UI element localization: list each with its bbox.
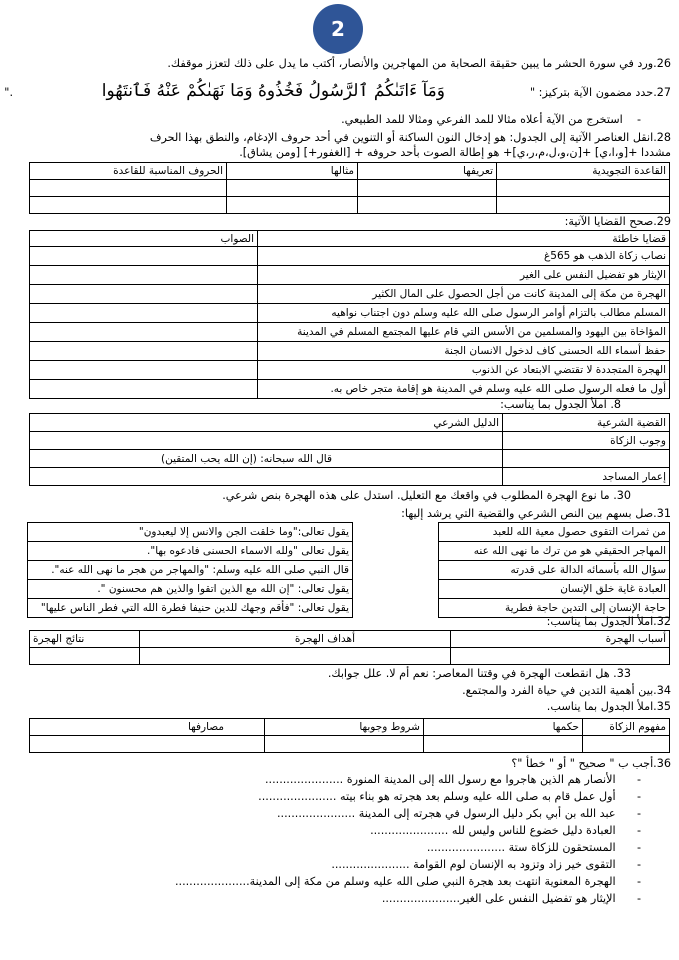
question-35: 35.املأ الجدول بما يناسب.: [546, 700, 671, 713]
matching-issue[interactable]: المهاجر الحقيقي هو من ترك ما نهى الله عنه: [439, 542, 670, 561]
table-row: [30, 247, 670, 266]
matching-text[interactable]: يقول تعالى "ولله الاسماء الحسنى فادعوه بها".: [28, 542, 353, 561]
tajweed-header-letters: الحروف المناسبة للقاعدة: [30, 163, 227, 180]
table-row: [30, 180, 670, 197]
table-row: [30, 323, 670, 342]
table-row: [30, 197, 670, 214]
question-28-line1: 28.انقل العناصر الآتية إلى الجدول: هو إدخال النون الساكنة أو التنوين في أحد حروف الإدغام، والنطق بهذا الحرف: [149, 131, 671, 144]
matching-text[interactable]: يقول تعالى:"وما خلقت الجن والانس إلا ليعبدون": [28, 523, 353, 542]
true-false-statement[interactable]: الأنصار هم الذين هاجروا مع رسول الله إلى المدينة المنورة ......................: [264, 773, 616, 786]
answer-cell[interactable]: [358, 197, 497, 214]
table-row: [30, 285, 670, 304]
list-bullet: -: [636, 892, 641, 905]
table-row: [30, 304, 670, 323]
question-32: 32.املأ الجدول بما يناسب:: [546, 615, 671, 628]
answer-cell[interactable]: [30, 361, 258, 380]
answer-cell[interactable]: [227, 180, 358, 197]
question-26: 26.ورد في سورة الحشر ما يبين حقيقة الصحابة من المهاجرين والأنصار، أكتب ما يدل على ذلك لتعزز موقفك.: [167, 57, 671, 70]
table-row: [439, 580, 670, 599]
matching-issue[interactable]: العبادة غاية خلق الإنسان: [439, 580, 670, 599]
matching-text[interactable]: قال النبي صلى الله عليه وسلم: "والمهاجر من هجر ما نهى الله عنه".: [28, 561, 353, 580]
table-row: [30, 450, 670, 468]
true-false-statement[interactable]: العبادة دليل خضوع للناس وليس لله ......................: [370, 824, 616, 837]
answer-cell[interactable]: [30, 304, 258, 323]
question-30: 30. ما نوع الهجرة المطلوب في واقعك مع التعليل. استدل على هذه الهجرة بنص شرعي.: [222, 489, 631, 502]
hijra-header-results: نتائج الهجرة: [30, 631, 140, 648]
table-row: [439, 561, 670, 580]
true-false-statement[interactable]: المستحقون للزكاة ستة ......................: [426, 841, 616, 854]
question-36: 36.أجب ب " صحيح " أو " خطأ "؟: [511, 757, 671, 770]
question-31: 31.صل بسهم بين النص الشرعي والقضية التي يرشد إليها:: [401, 507, 671, 520]
tajweed-table-header: [30, 163, 670, 180]
answer-cell[interactable]: [30, 266, 258, 285]
wrong-statement: الإيثار هو تفضيل النفس على الغير: [258, 266, 670, 285]
table-row: [30, 266, 670, 285]
answer-cell[interactable]: [30, 380, 258, 399]
hijra-table-header: [30, 631, 670, 648]
matching-texts-table: [27, 522, 353, 618]
zakat-header-recipients: مصارفها: [30, 719, 265, 736]
extract-dash: -: [636, 113, 641, 126]
answer-cell[interactable]: [140, 648, 451, 665]
question-34: 34.بين أهمية التدين في حياة الفرد والمجتمع.: [462, 684, 671, 697]
question-27-ayah: وَمَآ ءَاتَىٰكُمُ ٱلرَّسُولُ فَخُذُوهُ وَمَا نَهَىٰكُمْ عَنْهُ فَٱنتَهُوا: [101, 81, 445, 101]
list-bullet: -: [636, 773, 641, 786]
wrong-statement: أول ما فعله الرسول صلى الله عليه وسلم في المدينة هو إقامة متجر خاص به.: [258, 380, 670, 399]
true-false-statement[interactable]: الهجرة المعنوية انتهت بعد هجرة النبي صلى الله عليه وسلم من مكة إلى المدينة.....................: [174, 875, 616, 888]
answer-cell[interactable]: [30, 180, 227, 197]
table-row: [30, 361, 670, 380]
answer-cell[interactable]: [30, 736, 265, 753]
issue-cell: إعمار المساجد: [503, 468, 670, 486]
hijra-table: [29, 630, 670, 665]
page-number-badge: [313, 4, 363, 54]
zakat-header-ruling: حكمها: [424, 719, 583, 736]
evidence-table-header: [30, 414, 670, 432]
answer-cell[interactable]: [503, 450, 670, 468]
list-item: [175, 875, 641, 889]
wrong-statement: نصاب زكاة الذهب هو 565غ: [258, 247, 670, 266]
table-row: [28, 599, 353, 618]
list-bullet: -: [636, 807, 641, 820]
answer-cell[interactable]: [451, 648, 670, 665]
answer-cell[interactable]: [583, 736, 670, 753]
wrong-statement: الهجرة من مكة إلى المدينة كانت من أجل الحصول على المال الكثير: [258, 285, 670, 304]
question-33: 33. هل انقطعت الهجرة في وقتنا المعاصر: نعم أم لا. علل جوابك.: [327, 667, 631, 680]
table-row: [30, 342, 670, 361]
table-row: [28, 542, 353, 561]
answer-cell[interactable]: [30, 648, 140, 665]
list-item: [370, 824, 641, 838]
matching-issues-table: [438, 522, 670, 618]
extract-note: [341, 113, 641, 127]
table-row: [30, 468, 670, 486]
zakat-table-header: [30, 719, 670, 736]
answer-cell[interactable]: [424, 736, 583, 753]
page-number: 2: [331, 17, 345, 41]
table-row: [28, 580, 353, 599]
list-item: [331, 858, 641, 872]
matching-issue[interactable]: حاجة الإنسان إلى التدين حاجة فطرية: [439, 599, 670, 618]
answer-cell[interactable]: [30, 432, 503, 450]
true-false-statement[interactable]: عبد الله بن أبي بكر دليل الرسول في هجرته إلى المدينة ......................: [276, 807, 616, 820]
tajweed-header-example: مثالها: [227, 163, 358, 180]
table-row: [28, 523, 353, 542]
hijra-header-goals: أهداف الهجرة: [140, 631, 451, 648]
answer-cell[interactable]: [30, 342, 258, 361]
list-item: [265, 773, 641, 787]
list-bullet: -: [636, 875, 641, 888]
issue-cell: وجوب الزكاة: [503, 432, 670, 450]
question-29: 29.صحح القضايا الآتية:: [564, 215, 671, 228]
corrections-header-right-label: الصواب: [220, 232, 254, 245]
tajweed-header-rule: القاعدة التجويدية: [497, 163, 670, 180]
evidence-header-proof-label: الدليل الشرعي: [433, 416, 499, 429]
answer-cell[interactable]: [30, 247, 258, 266]
zakat-header-concept: مفهوم الزكاة: [583, 719, 670, 736]
list-item: [382, 892, 641, 906]
evidence-header-proof: [30, 414, 503, 432]
true-false-statement[interactable]: أول عمل قام به صلى الله عليه وسلم بعد هجرته هو بناء بيته ......................: [258, 790, 616, 803]
list-item: [277, 807, 641, 821]
answer-cell[interactable]: [358, 180, 497, 197]
list-bullet: -: [636, 824, 641, 837]
list-item: [427, 841, 641, 855]
answer-cell[interactable]: [497, 197, 670, 214]
table-row: [30, 380, 670, 399]
answer-cell[interactable]: [30, 323, 258, 342]
corrections-header-right: [30, 231, 258, 247]
evidence-table: [29, 413, 670, 486]
matching-issue[interactable]: من ثمرات التقوى حصول معية الله للعبد: [439, 523, 670, 542]
table-row: [30, 736, 670, 753]
list-bullet: -: [636, 790, 641, 803]
corrections-table: [29, 230, 670, 399]
answer-cell[interactable]: [497, 180, 670, 197]
answer-cell[interactable]: [30, 285, 258, 304]
wrong-statement: المسلم مطالب بالتزام أوامر الرسول صلى الله عليه وسلم دون اجتناب نواهيه: [258, 304, 670, 323]
proof-cell: قال الله سبحانه: (إن الله يحب المتقين): [30, 450, 503, 468]
answer-cell[interactable]: [227, 197, 358, 214]
matching-issue[interactable]: سؤال الله بأسمائه الدالة على قدرته: [439, 561, 670, 580]
list-item: [258, 790, 641, 804]
list-bullet: -: [636, 841, 641, 854]
answer-cell[interactable]: [30, 197, 227, 214]
matching-text[interactable]: يقول تعالى: "إن الله مع الذين اتقوا والذين هم محسنون ".: [28, 580, 353, 599]
tajweed-header-definition: تعريفها: [358, 163, 497, 180]
question-27-suffix: ".: [4, 86, 13, 99]
matching-text[interactable]: يقول تعالى: "فأقم وجهك للدين حنيفا فطرة الله التي فطر الناس عليها": [28, 599, 353, 618]
true-false-statement[interactable]: التقوى خير زاد وتزود به الإنسان لوم القوامة ......................: [331, 858, 616, 871]
table-row: [28, 561, 353, 580]
answer-cell[interactable]: [265, 736, 424, 753]
corrections-table-header: [30, 231, 670, 247]
corrections-header-wrong: قضايا خاطئة: [258, 231, 670, 247]
question-28-line2: مشددا +[و،ا،ي] +[ن،و،ل،م،ر،ي]+ هو إطالة الصوت بأحد حروفه + [الغفور+] [ومن يشاق].: [239, 146, 671, 159]
tajweed-table: [29, 162, 670, 214]
true-false-statement[interactable]: الإيثار هو تفضيل النفس على الغير......................: [381, 892, 616, 905]
zakat-header-conditions: شروط وجوبها: [265, 719, 424, 736]
table-row: [439, 542, 670, 561]
question-8: 8. املأ الجدول بما يناسب:: [500, 398, 621, 411]
hijra-header-causes: أسباب الهجرة: [451, 631, 670, 648]
extract-note-text: استخرج من الآية أعلاه مثالا للمد الفرعي ومثالا للمد الطبيعي.: [341, 113, 623, 126]
table-row: [30, 648, 670, 665]
wrong-statement: الهجرة المتجددة لا تقتضي الابتعاد عن الذنوب: [258, 361, 670, 380]
answer-cell[interactable]: [30, 468, 503, 486]
zakat-table: [29, 718, 670, 753]
evidence-header-issue: القضية الشرعية: [503, 414, 670, 432]
table-row: [30, 432, 670, 450]
question-27-prefix: 27.حدد مضمون الآية بتركيز: ": [529, 86, 671, 99]
wrong-statement: المؤاخاة بين اليهود والمسلمين من الأسس التي قام عليها المجتمع المسلم في المدينة: [258, 323, 670, 342]
table-row: [439, 523, 670, 542]
wrong-statement: حفظ أسماء الله الحسنى كاف لدخول الانسان الجنة: [258, 342, 670, 361]
list-bullet: -: [636, 858, 641, 871]
